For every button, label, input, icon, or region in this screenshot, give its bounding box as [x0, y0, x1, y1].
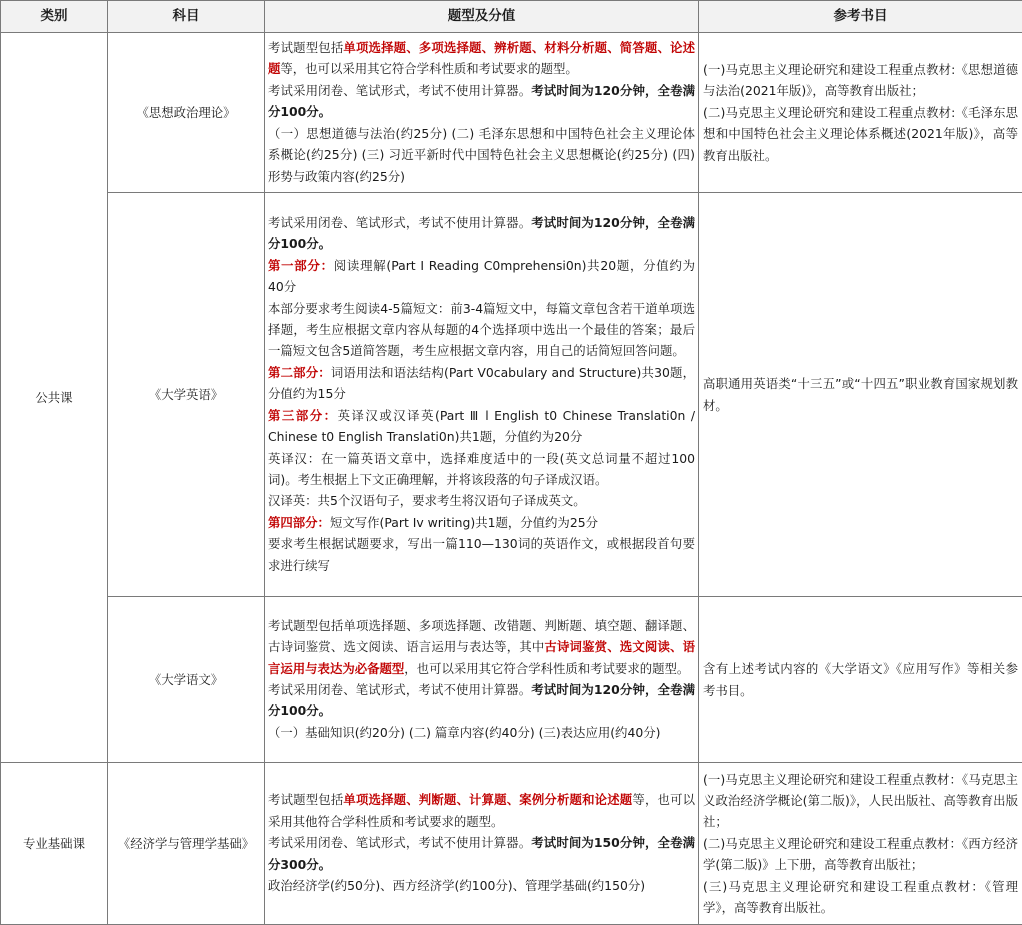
references-economics [699, 763, 1022, 925]
question-types-paragraph: 考试题型包括单项选择题、多项选择题、辨析题、材料分析题、简答题、论述题等，也可以采用其它符合学科性质和考试要求的题型。 [268, 40, 696, 77]
table-row [1, 597, 1022, 763]
exam-format-paragraph: 考试采用闭卷、笔试形式，考试不使用计算器。考试时间为150分钟，全卷满分300分。 [268, 835, 696, 872]
exam-format-paragraph: 考试采用闭卷、笔试形式，考试不使用计算器。考试时间为120分钟，全卷满分100分。 [268, 215, 696, 252]
question-types-economics [265, 763, 699, 925]
references-chinese [699, 597, 1022, 763]
part-four-description: 要求考生根据试题要求，写出一篇110—130词的英语作文，或根据段首句要求进行续写 [268, 536, 695, 573]
reference-item: (二)马克思主义理论研究和建设工程重点教材：《西方经济学(第二版)》上下册，高等教育出版社； [703, 835, 1018, 873]
header-category: 类别 [1, 1, 108, 33]
subject-chinese: 《大学语文》 [108, 597, 265, 763]
header-row [1, 1, 1022, 33]
header-subject: 科目 [108, 1, 265, 33]
reference-item: (一)马克思主义理论研究和建设工程重点教材：《马克思主义政治经济学概论(第二版)》，人民出版社、高等教育出版社； [703, 771, 1018, 830]
question-types-english [265, 193, 699, 597]
references-english [699, 193, 1022, 597]
question-types-politics [265, 33, 699, 193]
exam-format-paragraph: 考试采用闭卷、笔试形式，考试不使用计算器。考试时间为120分钟，全卷满分100分。 [268, 82, 696, 120]
header-references: 参考书目 [699, 1, 1022, 33]
score-breakdown: （一）思想道德与法治(约25分) (二) 毛泽东思想和中国特色社会主义理论体系概论(约25分) (三) 习近平新时代中国特色社会主义思想概论(约25分) (四) 形势与政策内容(约25分) [268, 125, 695, 184]
question-types-paragraph: 考试题型包括单项选择题、多项选择题、改错题、判断题、填空题、翻译题、古诗词鉴赏、选文阅读、语言运用与表达等，其中古诗词鉴赏、选文阅读、语言运用与表达为必备题型，也可以采用其它符合学科性质和考试要求的题型。 [268, 617, 695, 676]
table-row [1, 33, 1022, 193]
table-row [1, 193, 1022, 597]
score-breakdown: 政治经济学(约50分)、西方经济学(约100分)、管理学基础(约150分) [268, 878, 646, 894]
exam-format-paragraph: 考试采用闭卷、笔试形式，考试不使用计算器。考试时间为120分钟，全卷满分100分。 [268, 682, 696, 719]
part-three-description: 英译汉：在一篇英语文章中，选择难度适中的一段(英文总词量不超过100词)。考生根据上下文正确理解，并将该段落的句子译成汉语。 [268, 450, 695, 487]
part-three-description: 汉译英：共5个汉语句子，要求考生将汉语句子译成英文。 [268, 493, 586, 509]
part-two: 第二部分：词语用法和语法结构(Part V0cabulary and Structure)共30题，分值约为15分 [268, 364, 696, 402]
part-three: 第三部分：英译汉或汉译英(Part Ⅲ l English t0 Chinese Translati0n / Chinese t0 English Translati0n)共1题，分值约为20分 [268, 407, 695, 445]
header-question-types: 题型及分值 [265, 1, 699, 33]
reference-item: (一)马克思主义理论研究和建设工程重点教材:《思想道德与法治(2021年版)》，高等教育出版社； [703, 61, 1018, 99]
part-four: 第四部分：短文写作(Part Iv writing)共1题，分值约为25分 [268, 514, 598, 530]
category-professional: 专业基础课 [1, 763, 108, 925]
question-types-chinese [265, 597, 699, 763]
references-politics [699, 33, 1022, 193]
score-breakdown: （一）基础知识(约20分) (二) 篇章内容(约40分) (三)表达应用(约40分) [268, 724, 661, 740]
part-one-description: 本部分要求考生阅读4-5篇短文：前3-4篇短文中，每篇文章包含若干道单项选择题，考生应根据文章内容从每题的4个选择项中选出一个最佳的答案；最后一篇短文包含5道简答题，考生应根据文章内容，用自己的话简短回答问题。 [268, 300, 695, 359]
reference-item: (二)马克思主义理论研究和建设工程重点教材:《毛泽东思想和中国特色社会主义理论体系概述(2021年版)》，高等教育出版社。 [703, 104, 1018, 163]
subject-english: 《大学英语》 [108, 193, 265, 597]
reference-item: (三)马克思主义理论研究和建设工程重点教材：《管理学》，高等教育出版社。 [703, 878, 1018, 916]
subject-politics: 《思想政治理论》 [108, 33, 265, 193]
reference-item: 高职通用英语类“十三五”或“十四五”职业教育国家规划教材。 [703, 376, 1018, 413]
part-one: 第一部分：阅读理解(Part I Reading C0mprehensi0n)共20题，分值约为40分 [268, 257, 696, 295]
subject-economics-management: 《经济学与管理学基础》 [108, 763, 265, 925]
question-types-paragraph: 考试题型包括单项选择题、判断题、计算题、案例分析题和论述题等，也可以采用其他符合学科性质和考试要求的题型。 [268, 792, 696, 829]
table-row [1, 763, 1022, 925]
reference-item: 含有上述考试内容的《大学语文》《应用写作》等相关参考书目。 [703, 661, 1018, 698]
category-public: 公共课 [1, 33, 108, 763]
